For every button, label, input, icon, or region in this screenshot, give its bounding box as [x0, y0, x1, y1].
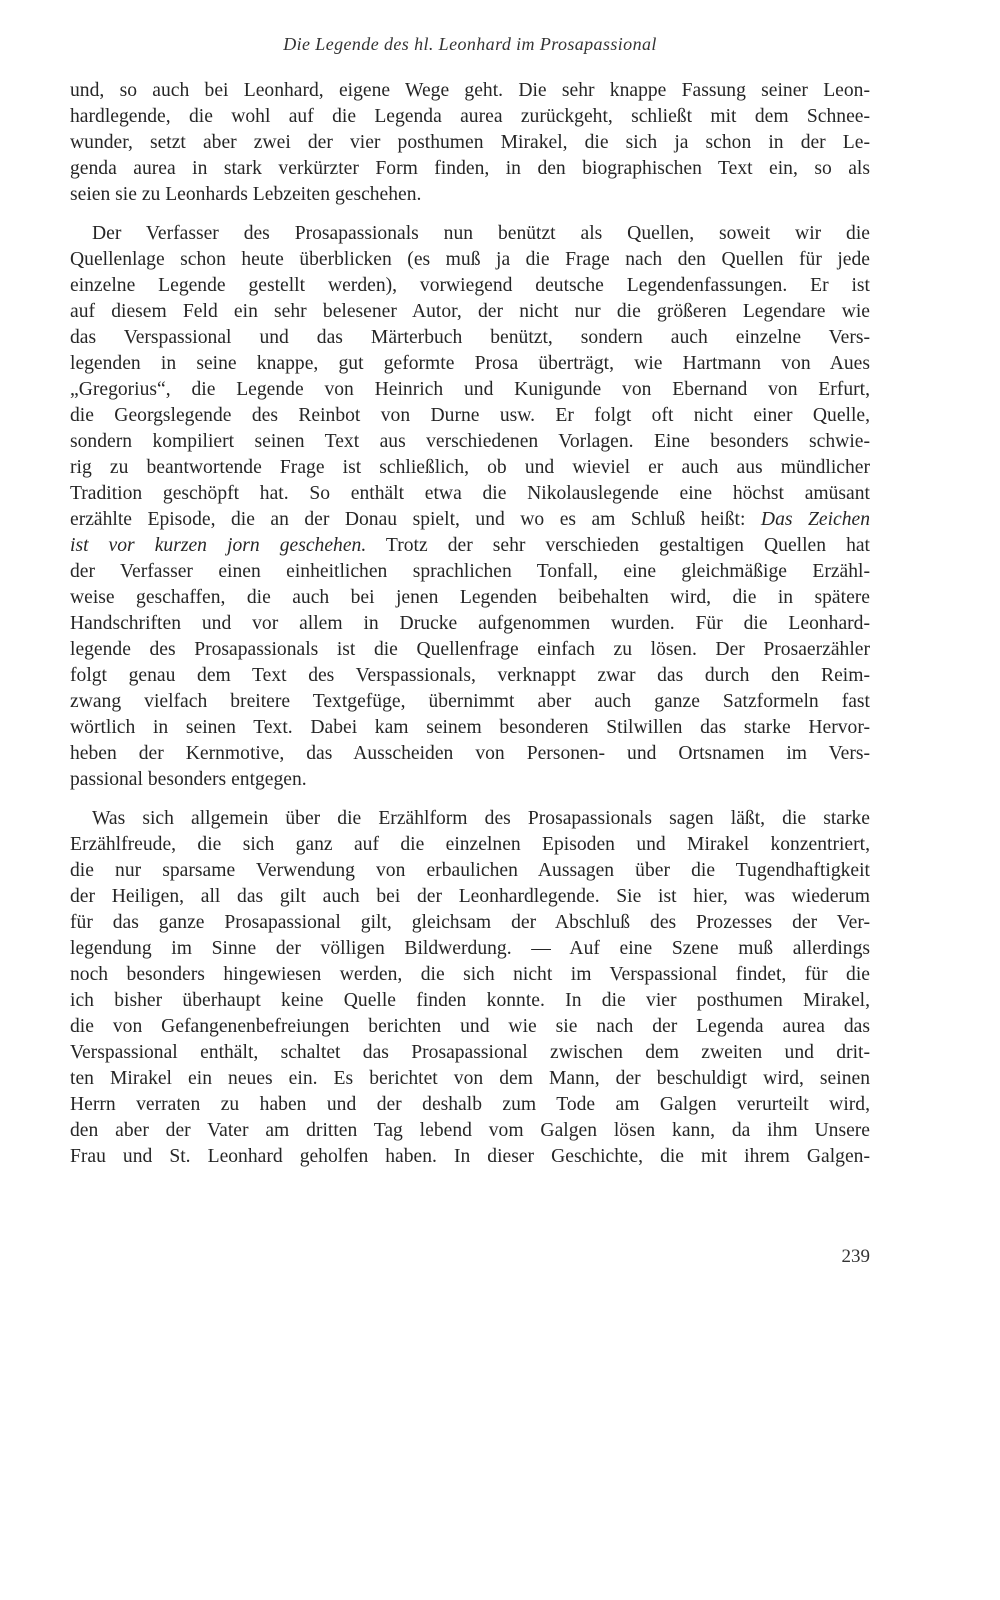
- text-line: genda aurea in stark verkürzter Form finden, in den biographischen Text ein, so als: [70, 158, 870, 179]
- italic-quote: ist vor kurzen jorn geschehen.: [70, 535, 367, 556]
- text-line: der Heiligen, all das gilt auch bei der Leonhardlegende. Sie ist hier, was wiederum: [70, 886, 870, 907]
- paragraph-2: [70, 221, 870, 793]
- text-line: Tradition geschöpft hat. So enthält etwa die Nikolauslegende eine höchst amüsant: [70, 483, 870, 504]
- text-line: den aber der Vater am dritten Tag lebend vom Galgen lösen kann, da ihm Unsere: [70, 1120, 870, 1141]
- text-line: legende des Prosapassionals ist die Quellenfrage einfach zu lösen. Der Prosaerzähler: [70, 639, 870, 660]
- text-line: sondern kompiliert seinen Text aus verschiedenen Vorlagen. Eine besonders schwie-: [70, 431, 870, 452]
- text-segment: erzählte Episode, die an der Donau spielt, und wo es am Schluß heißt:: [70, 509, 746, 530]
- text-line: Der Verfasser des Prosapassionals nun benützt als Quellen, soweit wir die: [92, 223, 870, 244]
- body-text: [70, 78, 870, 1170]
- text-line: rig zu beantwortende Frage ist schließlich, ob und wieviel er auch aus mündlicher: [70, 457, 870, 478]
- text-line: und, so auch bei Leonhard, eigene Wege geht. Die sehr knappe Fassung seiner Leon-: [70, 80, 870, 101]
- text-line: passional besonders entgegen.: [70, 769, 307, 790]
- text-line: legenden in seine knappe, gut geformte Prosa überträgt, wie Hartmann von Aues: [70, 353, 870, 374]
- text-line: die nur sparsame Verwendung von erbaulichen Aussagen über die Tugendhaftigkeit: [70, 860, 870, 881]
- text-line: die Georgslegende des Reinbot von Durne usw. Er folgt oft nicht einer Quelle,: [70, 405, 870, 426]
- text-line: Verspassional enthält, schaltet das Prosapassional zwischen dem zweiten und drit-: [70, 1042, 870, 1063]
- text-line: Herrn verraten zu haben und der deshalb zum Tode am Galgen verurteilt wird,: [70, 1094, 870, 1115]
- text-line: für das ganze Prosapassional gilt, gleichsam der Abschluß des Prozesses der Ver-: [70, 912, 870, 933]
- italic-quote: Das Zeichen: [760, 509, 870, 530]
- text-line: weise geschaffen, die auch bei jenen Legenden beibehalten wird, die in spätere: [70, 587, 870, 608]
- text-line: Erzählfreude, die sich ganz auf die einzelnen Episoden und Mirakel konzentriert,: [70, 834, 870, 855]
- text-segment: Trotz der sehr verschieden gestaltigen Quellen hat: [366, 535, 871, 556]
- text-line: noch besonders hingewiesen werden, die sich nicht im Verspassional findet, für die: [70, 964, 870, 985]
- text-line: die von Gefangenenbefreiungen berichten und wie sie nach der Legenda aurea das: [70, 1016, 870, 1037]
- text-line: legendung im Sinne der völligen Bildwerdung. — Auf eine Szene muß allerdings: [70, 938, 870, 959]
- paragraph-1: [70, 78, 870, 208]
- text-line: wörtlich in seinen Text. Dabei kam seinem besonderen Stilwillen das starke Hervor-: [70, 717, 870, 738]
- text-line: [70, 507, 870, 533]
- text-line: der Verfasser einen einheitlichen sprachlichen Tonfall, eine gleichmäßige Erzähl-: [70, 561, 870, 582]
- text-line: folgt genau dem Text des Verspassionals, verknappt zwar das durch den Reim-: [70, 665, 870, 686]
- text-line: Quellenlage schon heute überblicken (es muß ja die Frage nach den Quellen für jede: [70, 249, 870, 270]
- text-line: [70, 533, 870, 559]
- running-header: Die Legende des hl. Leonhard im Prosapassional: [283, 34, 657, 54]
- text-line: das Verspassional und das Märterbuch benützt, sondern auch einzelne Vers-: [70, 327, 870, 348]
- text-line: Frau und St. Leonhard geholfen haben. In dieser Geschichte, die mit ihrem Galgen-: [70, 1146, 870, 1167]
- text-line: hardlegende, die wohl auf die Legenda aurea zurückgeht, schließt mit dem Schnee-: [70, 106, 870, 127]
- text-line: seien sie zu Leonhards Lebzeiten geschehen.: [70, 184, 422, 205]
- text-line: auf diesem Feld ein sehr belesener Autor, der nicht nur die größeren Legendare wie: [70, 301, 870, 322]
- page-number: 239: [841, 1246, 870, 1267]
- text-line: ich bisher überhaupt keine Quelle finden konnte. In die vier posthumen Mirakel,: [70, 990, 870, 1011]
- text-line: Handschriften und vor allem in Drucke aufgenommen wurden. Für die Leonhard-: [70, 613, 870, 634]
- text-line: zwang vielfach breitere Textgefüge, übernimmt aber auch ganze Satzformeln fast: [70, 691, 870, 712]
- text-line: Was sich allgemein über die Erzählform des Prosapassionals sagen läßt, die starke: [92, 808, 870, 829]
- text-line: wunder, setzt aber zwei der vier posthumen Mirakel, die sich ja schon in der Le-: [70, 132, 870, 153]
- text-line: ten Mirakel ein neues ein. Es berichtet von dem Mann, der beschuldigt wird, seinen: [70, 1068, 870, 1089]
- text-line: heben der Kernmotive, das Ausscheiden von Personen- und Ortsnamen im Vers-: [70, 743, 870, 764]
- text-line: einzelne Legende gestellt werden), vorwiegend deutsche Legendenfassungen. Er ist: [70, 275, 870, 296]
- text-line: „Gregorius“, die Legende von Heinrich und Kunigunde von Ebernand von Erfurt,: [70, 379, 870, 400]
- paragraph-3: [70, 806, 870, 1170]
